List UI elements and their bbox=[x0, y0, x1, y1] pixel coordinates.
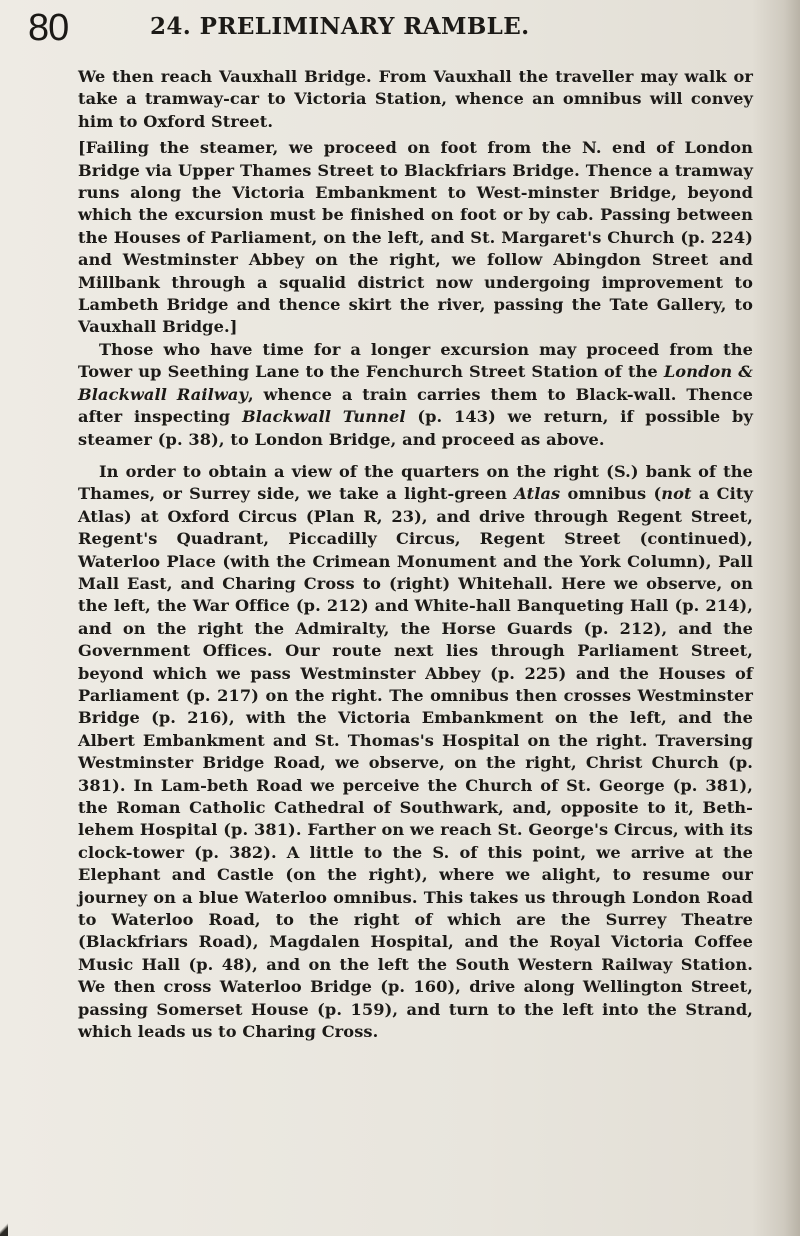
body-text bbox=[78, 66, 753, 1043]
page-number: 80 bbox=[28, 7, 69, 49]
paragraph-vauxhall bbox=[78, 66, 753, 133]
paragraph-longer-excursion bbox=[78, 339, 753, 451]
paragraph-failing-steamer bbox=[78, 137, 753, 339]
text-run: In order to obtain a view of the quarters on the right (S.) bank of the Thames, or Surrey side, we take a light-green bbox=[78, 461, 753, 504]
text-run: omnibus ( bbox=[560, 484, 662, 504]
page-corner-mark bbox=[0, 1222, 8, 1236]
text-run: We then reach Vauxhall Bridge. From Vauxhall the traveller may walk or take a tramway-car to Victoria Station, whence an omnibus will convey him to Oxford Street. bbox=[78, 67, 753, 131]
italic-text: Blackwall Tunnel bbox=[241, 407, 406, 427]
italic-text: not bbox=[661, 484, 692, 504]
text-run: , whence a train carries them to Black-wall. Thence after inspecting bbox=[78, 384, 753, 427]
text-run: a City Atlas) at Oxford Circus (Plan R, 23), and drive through Regent Street, Regent's Quadrant, Piccadilly Circus, Regent Street (continued), Waterloo Place (with the Crimean Monument and the York Column), Pall Mall East, and Charing Cross to (right) Whitehall. Here we observe, on the left, the War Office (p. 212) and White-hall Banqueting Hall (p. 214), and on the right the Admiralty, the Horse Guards (p. 212), and the Government Offices. Our route next lies through Parliament Street, beyond which we pass Westminster Abbey (p. 225) and the Houses of Parliament (p. 217) on the right. The omnibus then crosses Westminster Bridge (p. 216), with the Victoria Embankment on the left, and the Albert Embankment and St. Thomas's Hospital on the right. Traversing Westminster Bridge Road, we observe, on the right, Christ Church (p. 381). In Lam-beth Road we perceive the Church of St. George (p. 381), the Roman Catholic Cathedral of Southwark, and, opposite to it, Beth-lehem Hospital (p. 381). Farther on we reach St. George's Circus, with its clock-tower (p. 382). A little to the S. of this point, we arrive at the Elephant and Castle (on the right), where we alight, to resume our journey on a blue Waterloo omnibus. This takes us through London Road to Waterloo Road, to the right of which are the Surrey Theatre (Blackfriars Road), Magdalen Hospital, and the Royal Victoria Coffee Music Hall (p. 48), and on the left the South Western Railway Station. We then cross Waterloo Bridge (p. 160), drive along Wellington Street, passing Somerset House (p. 159), and turn to the left into the Strand, which leads us to Charing Cross. bbox=[78, 484, 753, 1042]
italic-text: Atlas bbox=[514, 484, 561, 504]
text-run: [Failing the steamer, we proceed on foot from the N. end of London Bridge via Upper Thames Street to Blackfriars Bridge. Thence a tramway runs along the Victoria Embankment to West-minster Bridge, beyond which the excursion must be finished on foot or by cab. Passing between the Houses of Parliament, on the left, and St. Margaret's Church (p. 224) and Westminster Abbey on the right, we follow Abingdon Street and Millbank through a squalid district now undergoing improvement to Lambeth Bridge and thence skirt the river, passing the Tate Gallery, to Vauxhall Bridge.] bbox=[78, 138, 753, 337]
text-run: Those who have time for a longer excursion may proceed from the Tower up Seething Lane to the Fenchurch Street Station of the bbox=[78, 339, 753, 382]
italic-text: London & Blackwall Railway bbox=[78, 362, 753, 404]
running-title: 24. PRELIMINARY RAMBLE. bbox=[150, 13, 530, 40]
paragraph-surrey-side bbox=[78, 461, 753, 1044]
text-run: (p. 143) we return, if possible by steamer (p. 38), to London Bridge, and proceed as above. bbox=[78, 407, 753, 449]
